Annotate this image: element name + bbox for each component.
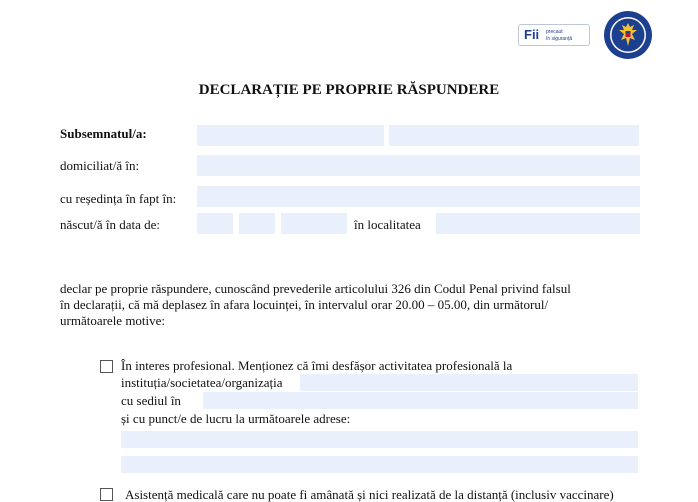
birth-locality-label: în localitatea [354, 217, 421, 232]
document-title: DECLARAȚIE PE PROPRIE RĂSPUNDERE [198, 82, 500, 98]
fii-logo-line1: precaut [546, 29, 563, 35]
work-address-field-2[interactable] [121, 456, 638, 473]
domicile-field[interactable] [197, 155, 640, 176]
birth-year-field[interactable] [281, 213, 347, 234]
professional-interest-checkbox[interactable] [100, 360, 113, 373]
professional-line-3: cu sediul în [121, 393, 181, 408]
birth-month-field[interactable] [239, 213, 275, 234]
birth-locality-field[interactable] [436, 213, 640, 234]
birth-day-field[interactable] [197, 213, 233, 234]
residence-field[interactable] [197, 186, 640, 207]
medical-line-1: Asistență medicală care nu poate fi amânată și nici realizată de la distanță (inclusiv vaccinare) [125, 487, 614, 502]
headquarters-field[interactable] [203, 392, 638, 409]
work-address-field-1[interactable] [121, 431, 638, 448]
fii-logo-line2: în siguranță [546, 36, 573, 42]
name-label: Subsemnatul/a: [60, 126, 147, 141]
domicile-label: domiciliat/ă în: [60, 158, 140, 173]
declaration-line-1: declar pe proprie răspundere, cunoscând prevederile articolului 326 din Codul Penal privind falsul [60, 281, 571, 296]
professional-line-1: În interes profesional. Menționez că îmi desfășor activitatea profesională la [121, 358, 513, 373]
professional-line-4: și cu punct/e de lucru la următoarele adrese: [121, 411, 351, 426]
fii-precaut-logo [518, 24, 590, 46]
government-seal-logo [603, 10, 653, 60]
declaration-line-2: în declarații, că mă deplasez în afara locuinței, în intervalul orar 20.00 – 05.00, din următorul/ [60, 297, 549, 312]
professional-line-2: instituția/societatea/organizația [121, 375, 283, 390]
birth-date-label: născut/ă în data de: [60, 217, 160, 232]
declaration-line-3: următoarele motive: [60, 313, 166, 328]
residence-label: cu reședința în fapt în: [60, 191, 177, 206]
fii-logo-word: Fii [524, 27, 540, 42]
first-name-field[interactable] [389, 125, 639, 146]
last-name-field[interactable] [197, 125, 384, 146]
organization-field[interactable] [300, 374, 638, 391]
medical-assistance-checkbox[interactable] [100, 488, 113, 501]
